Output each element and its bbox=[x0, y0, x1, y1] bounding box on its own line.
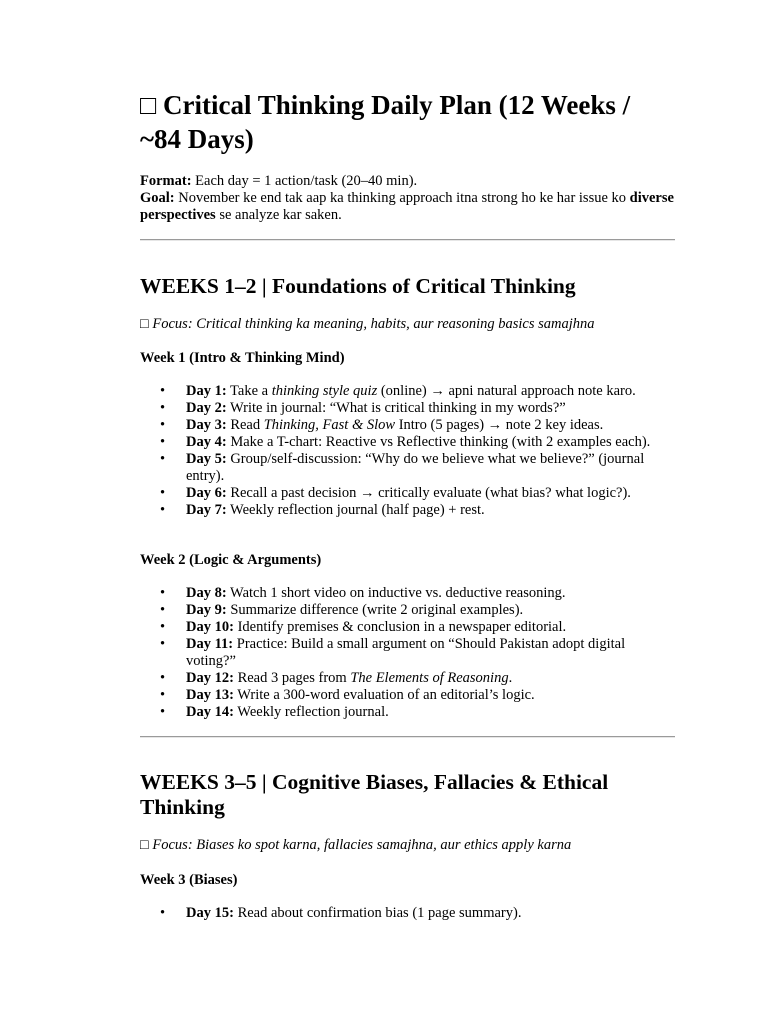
divider bbox=[140, 239, 675, 241]
day-list bbox=[140, 585, 675, 721]
list-item bbox=[140, 636, 675, 670]
list-item bbox=[140, 485, 675, 502]
focus-icon: □ bbox=[140, 316, 149, 332]
day-label: Day 13: bbox=[186, 687, 234, 703]
day-text: Read 3 pages from bbox=[233, 670, 351, 686]
day-text: Make a T-chart: Reactive vs Reflective thinking (with 2 examples each). bbox=[226, 434, 651, 450]
day-text-italic: Thinking, Fast & Slow bbox=[263, 417, 396, 433]
day-list bbox=[140, 383, 675, 519]
day-text: Read bbox=[226, 417, 264, 433]
list-item bbox=[140, 687, 675, 704]
section-heading: WEEKS 3–5 | Cognitive Biases, Fallacies & Ethical Thinking bbox=[140, 770, 609, 819]
day-label: Day 6: bbox=[186, 485, 227, 501]
day-label: Day 14: bbox=[186, 704, 234, 720]
day-text: (online) → apni natural approach note karo. bbox=[377, 383, 636, 399]
day-text: Write in journal: “What is critical thinking in my words?” bbox=[226, 400, 566, 416]
format-label: Format: bbox=[140, 173, 192, 189]
day-text: Summarize difference (write 2 original examples). bbox=[226, 602, 524, 618]
list-item bbox=[140, 905, 675, 922]
list-item bbox=[140, 502, 675, 519]
goal-emphasis: diverse perspectives bbox=[140, 190, 674, 223]
week-title: Week 3 (Biases) bbox=[140, 872, 238, 888]
format-text: Each day = 1 action/task (20–40 min). bbox=[191, 173, 418, 189]
list-item bbox=[140, 383, 675, 400]
section-focus bbox=[140, 837, 675, 854]
plan-meta bbox=[140, 173, 675, 224]
list-item bbox=[140, 585, 675, 602]
divider bbox=[140, 736, 675, 738]
goal-label: Goal: bbox=[140, 190, 175, 206]
week-title: Week 2 (Logic & Arguments) bbox=[140, 552, 322, 568]
day-list bbox=[140, 905, 675, 922]
day-text: Watch 1 short video on inductive vs. deductive reasoning. bbox=[226, 585, 566, 601]
focus-icon: □ bbox=[140, 837, 149, 853]
list-item bbox=[140, 602, 675, 619]
day-text: Read about confirmation bias (1 page summary). bbox=[233, 905, 522, 921]
day-label: Day 9: bbox=[186, 602, 227, 618]
page-title: □ Critical Thinking Daily Plan (12 Weeks / ~84 Days) bbox=[140, 90, 631, 154]
day-text-italic: thinking style quiz bbox=[271, 383, 378, 399]
list-item bbox=[140, 451, 675, 485]
list-item bbox=[140, 400, 675, 417]
focus-text: Focus: Critical thinking ka meaning, habits, aur reasoning basics samajhna bbox=[152, 316, 595, 332]
day-label: Day 3: bbox=[186, 417, 227, 433]
day-label: Day 7: bbox=[186, 502, 227, 518]
day-label: Day 4: bbox=[186, 434, 227, 450]
focus-text: Focus: Biases ko spot karna, fallacies samajhna, aur ethics apply karna bbox=[152, 837, 572, 853]
goal-text-end: se analyze kar saken. bbox=[215, 207, 342, 223]
day-label: Day 8: bbox=[186, 585, 227, 601]
format-line bbox=[140, 173, 675, 190]
day-label: Day 15: bbox=[186, 905, 234, 921]
list-item bbox=[140, 434, 675, 451]
day-label: Day 2: bbox=[186, 400, 227, 416]
day-label: Day 1: bbox=[186, 383, 227, 399]
day-text: Write a 300-word evaluation of an editorial’s logic. bbox=[233, 687, 535, 703]
day-label: Day 12: bbox=[186, 670, 234, 686]
day-text: Recall a past decision → critically evaluate (what bias? what logic?). bbox=[226, 485, 631, 501]
goal-text: November ke end tak aap ka thinking approach itna strong ho ke har issue ko bbox=[174, 190, 630, 206]
day-label: Day 11: bbox=[186, 636, 234, 652]
week-title: Week 1 (Intro & Thinking Mind) bbox=[140, 350, 345, 366]
day-text: Take a bbox=[226, 383, 272, 399]
list-item bbox=[140, 670, 675, 687]
section-focus bbox=[140, 316, 675, 333]
list-item bbox=[140, 704, 675, 721]
list-item bbox=[140, 417, 675, 434]
day-text: Weekly reflection journal (half page) + rest. bbox=[226, 502, 485, 518]
list-item bbox=[140, 619, 675, 636]
day-text: . bbox=[508, 670, 513, 686]
day-label: Day 10: bbox=[186, 619, 234, 635]
day-text-italic: The Elements of Reasoning bbox=[350, 670, 509, 686]
day-label: Day 5: bbox=[186, 451, 227, 467]
day-text: Group/self-discussion: “Why do we believe what we believe?” (journal entry). bbox=[186, 451, 645, 484]
day-text: Practice: Build a small argument on “Should Pakistan adopt digital voting?” bbox=[186, 636, 626, 669]
goal-line bbox=[140, 190, 675, 224]
day-text: Intro (5 pages) → note 2 key ideas. bbox=[395, 417, 604, 433]
day-text: Identify premises & conclusion in a newspaper editorial. bbox=[233, 619, 567, 635]
section-heading: WEEKS 1–2 | Foundations of Critical Thinking bbox=[140, 274, 576, 298]
day-text: Weekly reflection journal. bbox=[233, 704, 389, 720]
